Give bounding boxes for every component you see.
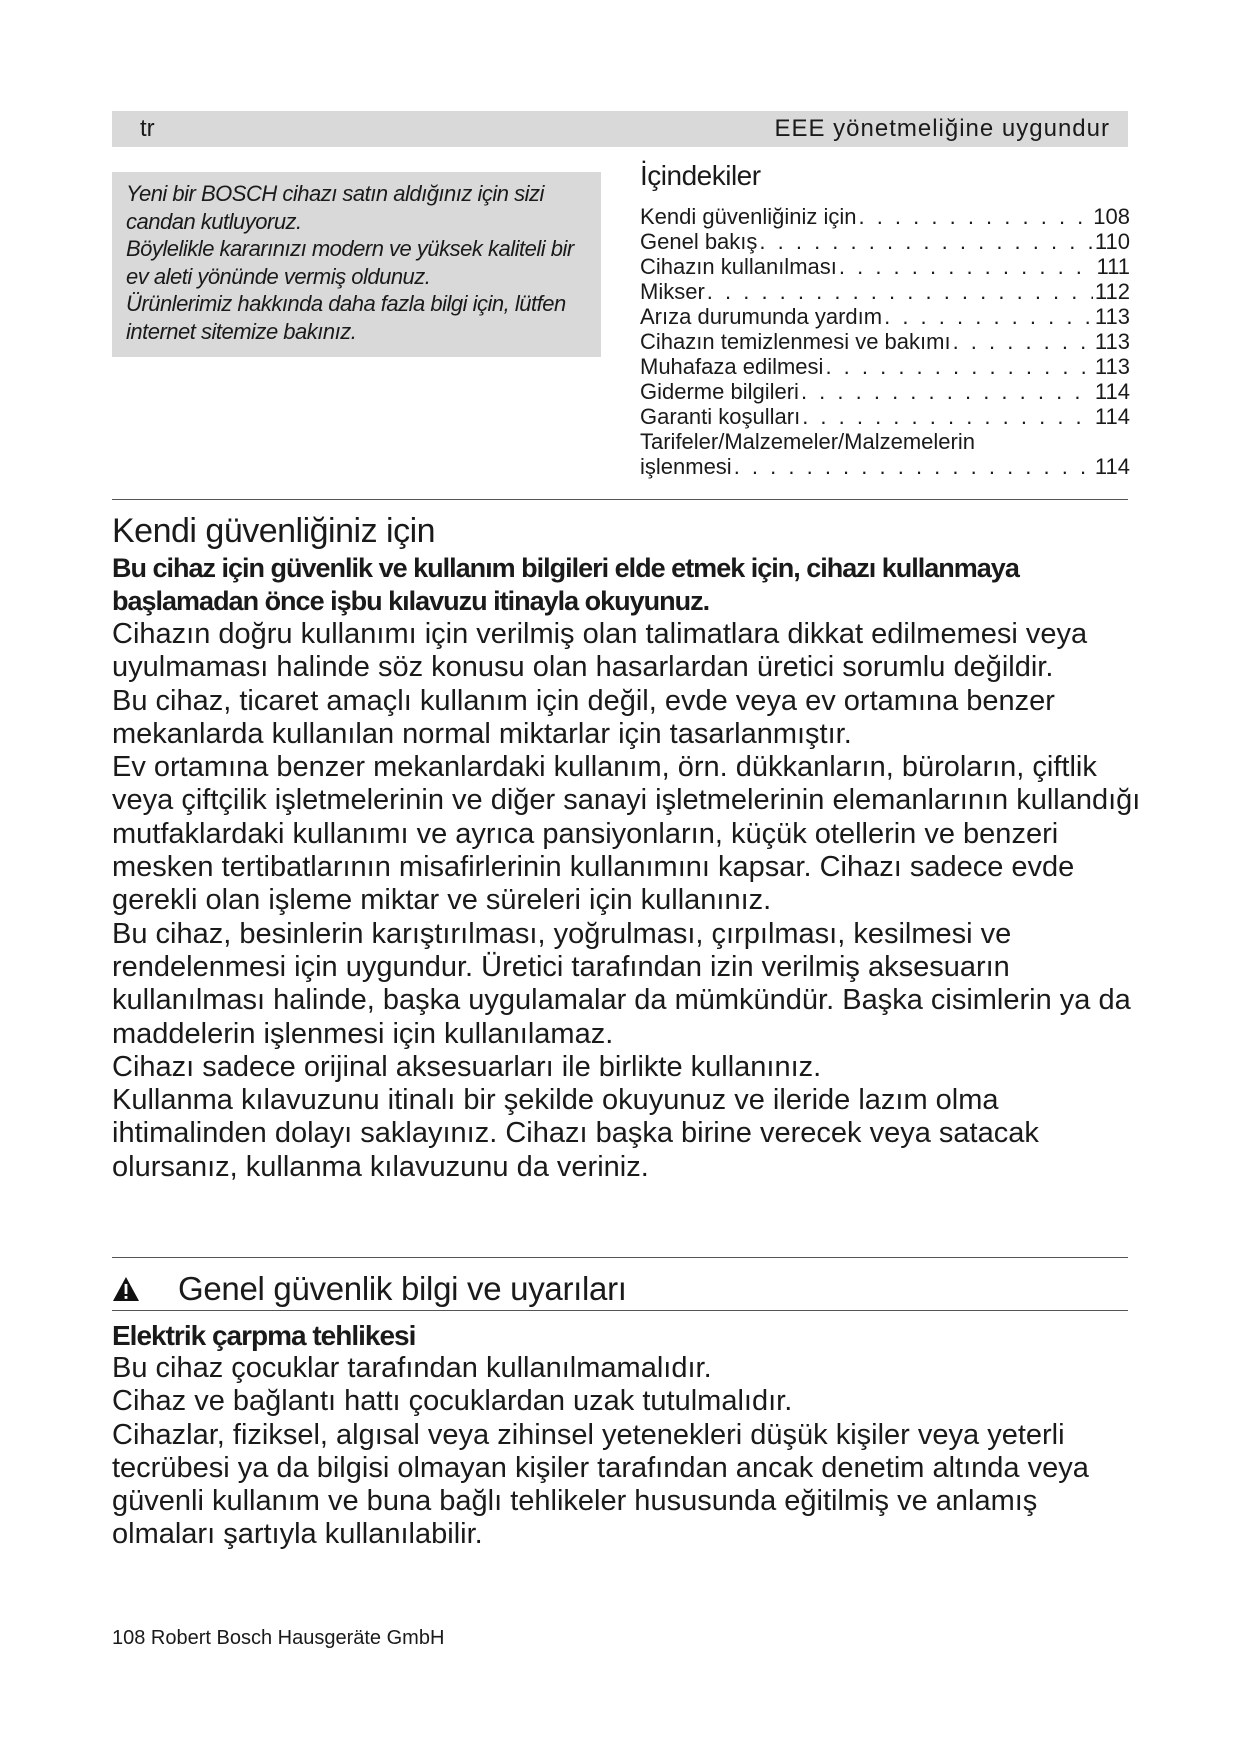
paragraph: Cihazlar, fiziksel, algısal veya zihinsel yetenekleri düşük kişiler veya yeterli tecrübesi ya da bilgisi olmayan kişiler tarafından ancak denetim altında veya güvenli kullanım ve buna bağlı tehlikeler hususunda eğitilmiş ve anlamış olmaları şartıyla kullanılabilir. — [112, 1418, 1089, 1551]
subsection-title: Elektrik çarpma tehlikesi — [112, 1320, 416, 1351]
toc-item[interactable] — [640, 379, 1130, 404]
toc-item-label: Kendi güvenliğiniz için — [640, 204, 857, 229]
compliance-note: EEE yönetmeliğine uygundur — [774, 115, 1110, 142]
divider — [112, 499, 1128, 500]
toc-item[interactable] — [640, 279, 1130, 304]
toc-item-page: 113 — [1094, 354, 1130, 379]
toc-title: İçindekiler — [640, 160, 761, 191]
paragraph: Bu cihaz, ticaret amaçlı kullanım için değil, evde veya ev ortamına benzer mekanlarda kullanılan normal miktarlar için tasarlanmıştır. — [112, 684, 1055, 750]
toc-item-page: 114 — [1094, 454, 1130, 479]
intro-line: Böylelikle kararınızı modern ve yüksek kaliteli bir ev aleti yönünde vermiş oldunuz. — [126, 236, 574, 289]
header-bar — [112, 111, 1128, 147]
toc-item-label: Giderme bilgileri — [640, 379, 799, 404]
toc-item[interactable] — [640, 254, 1130, 279]
toc-item-label: işlenmesi — [640, 454, 732, 479]
section-lead: Bu cihaz için güvenlik ve kullanım bilgileri elde etmek için, cihazı kullanmaya başlamadan önce işbu kılavuzu itinayla okuyunuz. — [112, 553, 1019, 616]
toc-item-label-line1[interactable]: Tarifeler/Malzemeler/Malzemelerin — [640, 429, 975, 454]
toc-item-page: 114 — [1094, 404, 1130, 429]
toc-item-label: Mikser — [640, 279, 705, 304]
toc-item-label: Cihazın kullanılması — [640, 254, 837, 279]
paragraph: Cihaz ve bağlantı hattı çocuklardan uzak tutulmalıdır. — [112, 1385, 793, 1418]
paragraph: Bu cihaz, besinlerin karıştırılması, yoğrulması, çırpılması, kesilmesi ve rendelenmesi için uygundur. Üretici tarafından izin verilmiş aksesuarın kullanılması halinde, başka uygulamalar da mümkündür. Başka cisimlerin ya da maddelerin işlenmesi için kullanılamaz. — [112, 917, 1131, 1050]
toc-item-page: 113 — [1094, 329, 1130, 354]
divider — [112, 1257, 1128, 1258]
section-body — [112, 618, 1142, 1184]
language-code: tr — [140, 115, 155, 142]
divider — [112, 1310, 1128, 1311]
paragraph: Bu cihaz çocuklar tarafından kullanılmamalıdır. — [112, 1352, 712, 1384]
warning-heading — [112, 1270, 627, 1308]
paragraph: Cihazın doğru kullanımı için verilmiş olan talimatlara dikkat edilmemesi veya uyulmaması halinde söz konusu olan hasarlardan üretici sorumlu değildir. — [112, 618, 1088, 684]
toc-item[interactable] — [640, 304, 1130, 329]
toc-item-page: 113 — [1094, 304, 1130, 329]
toc-item-label: Arıza durumunda yardım — [640, 304, 883, 329]
toc-item-label: Cihazın temizlenmesi ve bakımı — [640, 329, 951, 354]
toc-item[interactable] — [640, 404, 1130, 429]
table-of-contents — [640, 160, 1130, 479]
toc-item-label: Muhafaza edilmesi — [640, 354, 824, 379]
toc-item-label: Genel bakış — [640, 229, 758, 254]
section-title: Kendi güvenliğiniz için — [112, 512, 436, 550]
paragraph: Cihazı sadece orijinal aksesuarları ile birlikte kullanınız. — [112, 1050, 822, 1083]
toc-item-page: 108 — [1093, 204, 1130, 229]
toc-item[interactable] — [640, 329, 1130, 354]
toc-item[interactable] — [640, 354, 1130, 379]
toc-item[interactable] — [640, 204, 1130, 229]
intro-box — [112, 172, 601, 357]
page-footer: 108 Robert Bosch Hausgeräte GmbH — [112, 1627, 445, 1649]
toc-item[interactable] — [640, 454, 1130, 479]
warning-title: Genel güvenlik bilgi ve uyarıları — [178, 1270, 627, 1307]
intro-line: Ürünlerimiz hakkında daha fazla bilgi için, lütfen internet sitemize bakınız. — [126, 291, 566, 344]
paragraph: Kullanma kılavuzunu itinalı bir şekilde okuyunuz ve ileride lazım olma ihtimalinden dolayı saklayınız. Cihazı başka birine verecek veya satacak olursanız, kullanma kılavuzunu da veriniz. — [112, 1084, 1039, 1183]
warning-triangle-icon — [112, 1276, 140, 1302]
toc-item-page: 114 — [1094, 379, 1130, 404]
toc-item[interactable] — [640, 229, 1130, 254]
toc-item-page: 110 — [1094, 229, 1130, 254]
toc-item-label: Garanti koşulları — [640, 404, 801, 429]
intro-line: Yeni bir BOSCH cihazı satın aldığınız için sizi candan kutluyoruz. — [126, 181, 544, 234]
toc-item-page: 112 — [1094, 279, 1130, 304]
toc-item-page: 111 — [1096, 254, 1130, 279]
warning-body — [112, 1352, 1142, 1552]
paragraph: Ev ortamına benzer mekanlardaki kullanım, örn. dükkanların, büroların, çiftlik veya çiftçilik işletmelerinin ve diğer sanayi işletmelerinin elemanlarının kullandığı mutfaklardaki kullanımı ve ayrıca pansiyonların, küçük otellerin ve benzeri mesken tertibatlarının misafirlerinin kullanımını kapsar. Cihazı sadece evde gerekli olan işleme miktar ve süreleri için kullanınız. — [112, 751, 1141, 917]
